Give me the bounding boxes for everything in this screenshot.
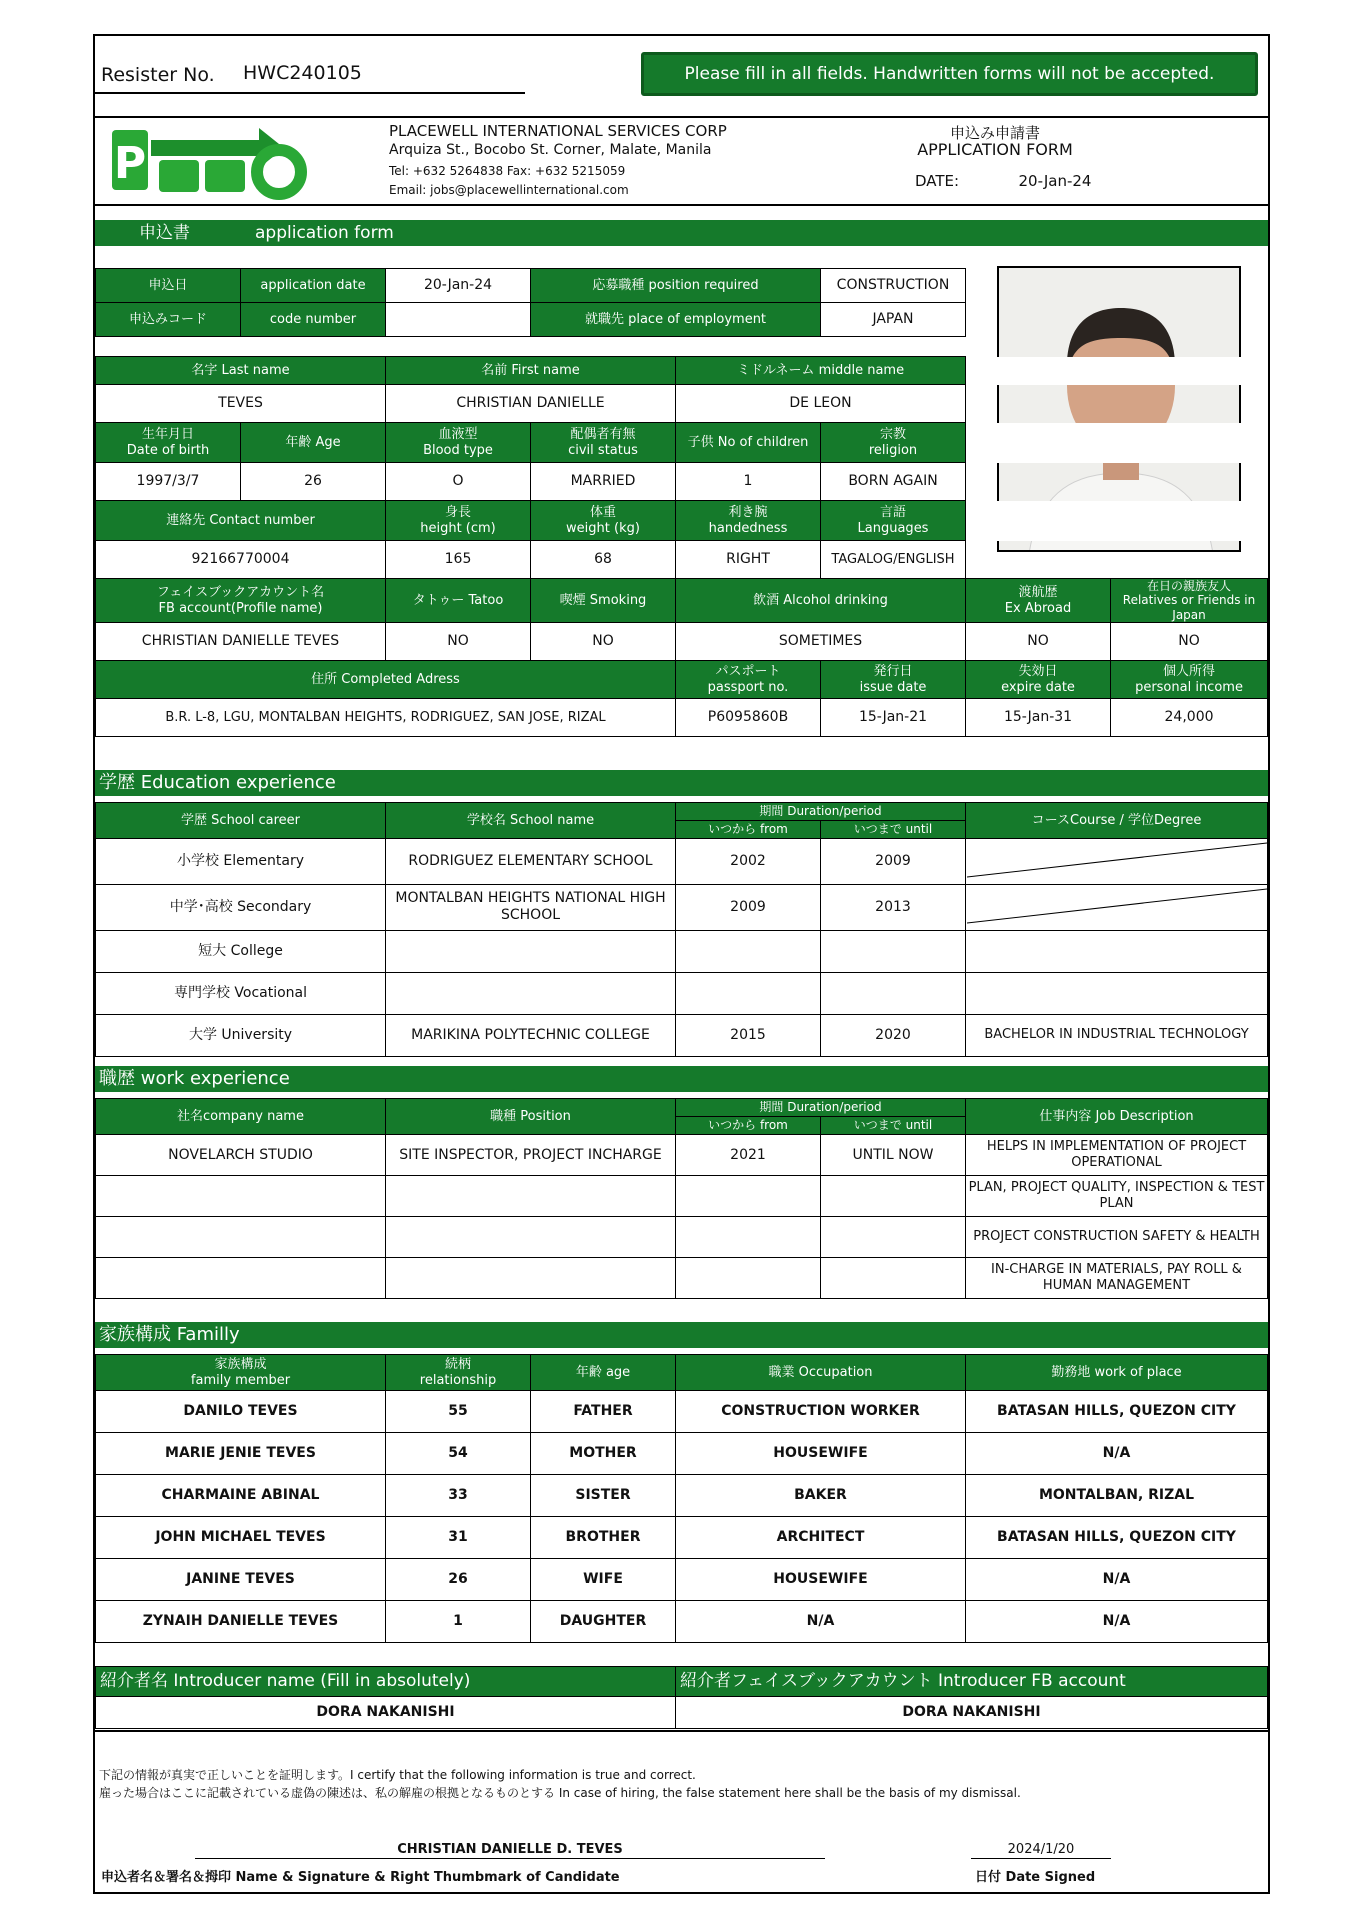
fam-rel[interactable]: BROTHER <box>531 1517 676 1559</box>
edu-from[interactable]: 2015 <box>676 1014 821 1056</box>
date-signed-label: 日付 Date Signed <box>975 1870 1096 1885</box>
fam-place[interactable]: MONTALBAN, RIZAL <box>966 1475 1268 1517</box>
civil-value[interactable]: MARRIED <box>531 463 676 501</box>
fam-place[interactable]: N/A <box>966 1433 1268 1475</box>
family-row <box>96 1559 1268 1601</box>
alcohol-label: 飲酒 Alcohol drinking <box>676 579 966 623</box>
register-label: Resister No. <box>101 64 215 86</box>
edu-row <box>96 1014 1268 1056</box>
passport-en: passport no. <box>707 679 789 695</box>
first-name-label: 名前 First name <box>386 357 676 385</box>
blood-value[interactable]: O <box>386 463 531 501</box>
weight-label <box>531 501 676 541</box>
fam-col-occ: 職業 Occupation <box>676 1355 966 1391</box>
issue-jp: 発行日 <box>873 664 913 680</box>
dob-label <box>96 423 241 463</box>
fam-name[interactable]: MARIE JENIE TEVES <box>96 1433 386 1475</box>
edu-career: 専門学校 Vocational <box>96 972 386 1014</box>
certify-top-rule <box>95 1730 1268 1732</box>
smoking-value[interactable]: NO <box>531 623 676 661</box>
height-en: height (cm) <box>420 520 496 536</box>
certify-line-2: 雇った場合はここに記載されている虚偽の陳述は、私の解雇の根拠となるものとする In case of hiring, the false statement here shall be the basis of my dismissal. <box>99 1786 1021 1800</box>
edu-school[interactable]: MARIKINA POLYTECHNIC COLLEGE <box>386 1014 676 1056</box>
application-form <box>93 34 1270 1894</box>
civil-jp: 配偶者有無 <box>570 426 636 442</box>
expire-value[interactable]: 15-Jan-31 <box>966 699 1111 737</box>
edu-col-duration: 期間 Duration/period <box>676 803 966 821</box>
hand-en: handedness <box>708 520 788 536</box>
fam-col-member-en: family member <box>190 1372 291 1388</box>
work-desc[interactable]: HELPS IN IMPLEMENTATION OF PROJECT OPERATIONAL <box>966 1135 1268 1176</box>
company-tel: Tel: +632 5264838 Fax: +632 5215059 <box>389 164 626 178</box>
introducer-fb-value[interactable]: DORA NAKANISHI <box>676 1697 1268 1729</box>
fam-col-rel-en: relationship <box>419 1372 497 1388</box>
relatives-value[interactable]: NO <box>1111 623 1268 661</box>
passport-label <box>676 661 821 699</box>
blood-en: Blood type <box>423 442 493 458</box>
section-family: 家族構成 Familly <box>95 1322 1268 1348</box>
fam-age[interactable]: 55 <box>386 1391 531 1433</box>
notice-banner: Please fill in all fields. Handwritten forms will not be accepted. <box>641 52 1258 96</box>
introducer-fb-label: 紹介者フェイスブックアカウント Introducer FB account <box>676 1667 1268 1697</box>
issue-value[interactable]: 15-Jan-21 <box>821 699 966 737</box>
edu-row <box>96 884 1268 930</box>
children-label: 子供 No of children <box>676 423 821 463</box>
fam-age[interactable]: 26 <box>386 1559 531 1601</box>
contact-label: 連絡先 Contact number <box>96 501 386 541</box>
height-value[interactable]: 165 <box>386 541 531 579</box>
work-col-from: いつから from <box>676 1117 821 1135</box>
work-until[interactable] <box>821 1176 966 1217</box>
contact-value[interactable]: 92166770004 <box>96 541 386 579</box>
edu-until[interactable]: 2020 <box>821 1014 966 1056</box>
edu-col-degree: コースCourse / 学位Degree <box>966 803 1268 839</box>
work-company[interactable] <box>96 1258 386 1299</box>
dob-value[interactable]: 1997/3/7 <box>96 463 241 501</box>
religion-en: religion <box>868 442 918 458</box>
work-company[interactable] <box>96 1217 386 1258</box>
fam-col-rel <box>386 1355 531 1391</box>
hand-value[interactable]: RIGHT <box>676 541 821 579</box>
edu-col-until: いつまで until <box>821 821 966 839</box>
fam-age[interactable]: 1 <box>386 1601 531 1643</box>
section-education: 学歴 Education experience <box>95 770 1268 796</box>
work-col-company: 社名company name <box>96 1099 386 1135</box>
edu-col-school: 学校名 School name <box>386 803 676 839</box>
income-label <box>1111 661 1268 699</box>
edu-career: 短大 College <box>96 930 386 972</box>
personal-table <box>95 356 1268 737</box>
introducer-name-value[interactable]: DORA NAKANISHI <box>96 1697 676 1729</box>
religion-label <box>821 423 966 463</box>
fam-name[interactable]: ZYNAIH DANIELLE TEVES <box>96 1601 386 1643</box>
children-value[interactable]: 1 <box>676 463 821 501</box>
income-value[interactable]: 24,000 <box>1111 699 1268 737</box>
address-label: 住所 Completed Adress <box>96 661 676 699</box>
relatives-label <box>1111 579 1268 623</box>
work-row <box>96 1176 1268 1217</box>
address-value[interactable]: B.R. L-8, LGU, MONTALBAN HEIGHTS, RODRIGUEZ, SAN JOSE, RIZAL <box>96 699 676 737</box>
fam-col-member <box>96 1355 386 1391</box>
religion-jp: 宗教 <box>880 426 907 442</box>
fam-col-rel-jp: 続柄 <box>444 1356 471 1372</box>
edu-degree[interactable] <box>966 972 1268 1014</box>
fam-occ[interactable]: HOUSEWIFE <box>676 1559 966 1601</box>
family-table <box>95 1354 1268 1643</box>
edu-school[interactable] <box>386 972 676 1014</box>
weight-en: weight (kg) <box>566 520 640 536</box>
height-jp: 身長 <box>444 504 471 520</box>
company-logo <box>109 120 314 200</box>
tatoo-label: タトゥー Tatoo <box>386 579 531 623</box>
code-value[interactable] <box>386 303 531 337</box>
middle-name-value[interactable]: DE LEON <box>676 385 966 423</box>
edu-until[interactable]: 2013 <box>821 884 966 930</box>
edu-school[interactable]: RODRIGUEZ ELEMENTARY SCHOOL <box>386 839 676 885</box>
edu-degree[interactable]: BACHELOR IN INDUSTRIAL TECHNOLOGY <box>966 1014 1268 1056</box>
work-desc[interactable]: IN-CHARGE IN MATERIALS, PAY ROLL & HUMAN MANAGEMENT <box>966 1258 1268 1299</box>
height-label <box>386 501 531 541</box>
fb-label <box>96 579 386 623</box>
app-date-jp: 申込日 <box>96 269 241 303</box>
relatives-jp: 在日の親族友人 <box>1147 579 1232 593</box>
weight-jp: 体重 <box>589 504 616 520</box>
civil-label <box>531 423 676 463</box>
civil-en: civil status <box>568 442 638 458</box>
certify-line-1: 下記の情報が真実で正しいことを証明します。I certify that the following information is true and correct. <box>99 1768 696 1782</box>
section-application <box>95 220 1268 246</box>
edu-degree[interactable] <box>966 930 1268 972</box>
form-title-jp: 申込み申請書 <box>949 124 1040 142</box>
edu-degree-crossed[interactable] <box>966 884 1268 930</box>
dob-en: Date of birth <box>126 442 210 458</box>
fam-occ[interactable]: CONSTRUCTION WORKER <box>676 1391 966 1433</box>
hand-label <box>676 501 821 541</box>
edu-from[interactable]: 2002 <box>676 839 821 885</box>
edu-col-from: いつから from <box>676 821 821 839</box>
passport-value[interactable]: P6095860B <box>676 699 821 737</box>
work-company[interactable]: NOVELARCH STUDIO <box>96 1135 386 1176</box>
introducer-table <box>95 1666 1268 1729</box>
date-label: DATE: <box>915 172 960 190</box>
fam-place[interactable]: BATASAN HILLS, QUEZON CITY <box>966 1517 1268 1559</box>
blood-jp: 血液型 <box>438 426 478 442</box>
edu-school[interactable]: MONTALBAN HEIGHTS NATIONAL HIGH SCHOOL <box>386 884 676 930</box>
position-value[interactable]: CONSTRUCTION <box>821 269 966 303</box>
fam-age[interactable]: 31 <box>386 1517 531 1559</box>
work-from[interactable] <box>676 1217 821 1258</box>
fam-col-place: 勤務地 work of place <box>966 1355 1268 1391</box>
work-until[interactable]: UNTIL NOW <box>821 1135 966 1176</box>
abroad-en: Ex Abroad <box>1004 600 1072 616</box>
relatives-en: Relatives or Friends in Japan <box>1122 593 1256 622</box>
strike-line-icon <box>967 839 1267 879</box>
app-date-en: application date <box>241 269 386 303</box>
abroad-label <box>966 579 1111 623</box>
hand-jp: 利き腕 <box>728 504 768 520</box>
code-en: code number <box>241 303 386 337</box>
register-underline <box>95 92 525 94</box>
header-rule <box>95 116 1268 118</box>
fb-en: FB account(Profile name) <box>158 600 323 616</box>
edu-from[interactable] <box>676 930 821 972</box>
work-col-until: いつまで until <box>821 1117 966 1135</box>
work-col-desc: 仕事内容 Job Description <box>966 1099 1268 1135</box>
fb-jp: フェイスブックアカウント名 <box>156 584 325 600</box>
family-row <box>96 1601 1268 1643</box>
date-signed-value: 2024/1/20 <box>971 1842 1111 1859</box>
register-number: HWC240105 <box>243 62 362 84</box>
edu-col-career: 学歴 School career <box>96 803 386 839</box>
age-value[interactable]: 26 <box>241 463 386 501</box>
work-desc[interactable]: PLAN, PROJECT QUALITY, INSPECTION & TEST PLAN <box>966 1176 1268 1217</box>
abroad-jp: 渡航歴 <box>1018 584 1058 600</box>
edu-degree-crossed[interactable] <box>966 839 1268 885</box>
signature-label: 申込者名＆署名＆拇印 Name & Signature & Right Thumbmark of Candidate <box>101 1870 620 1885</box>
education-table <box>95 802 1268 1057</box>
work-company[interactable] <box>96 1176 386 1217</box>
fam-name[interactable]: JOHN MICHAEL TEVES <box>96 1517 386 1559</box>
work-from[interactable]: 2021 <box>676 1135 821 1176</box>
work-position[interactable] <box>386 1176 676 1217</box>
dob-jp: 生年月日 <box>141 426 194 442</box>
place-label: 就職先 place of employment <box>531 303 821 337</box>
fam-occ[interactable]: N/A <box>676 1601 966 1643</box>
expire-label <box>966 661 1111 699</box>
place-value[interactable]: JAPAN <box>821 303 966 337</box>
issue-en: issue date <box>859 679 927 695</box>
header-bottom-rule <box>95 204 1268 206</box>
work-position[interactable]: SITE INSPECTOR, PROJECT INCHARGE <box>386 1135 676 1176</box>
company-address: Arquiza St., Bocobo St. Corner, Malate, Manila <box>389 142 712 158</box>
fam-rel[interactable]: WIFE <box>531 1559 676 1601</box>
code-jp: 申込みコード <box>96 303 241 337</box>
fam-rel[interactable]: MOTHER <box>531 1433 676 1475</box>
work-position[interactable] <box>386 1217 676 1258</box>
expire-jp: 失効日 <box>1018 664 1058 680</box>
company-email: Email: jobs@placewellinternational.com <box>389 183 629 197</box>
work-col-duration: 期間 Duration/period <box>676 1099 966 1117</box>
fam-occ[interactable]: BAKER <box>676 1475 966 1517</box>
edu-row <box>96 839 1268 885</box>
fam-rel[interactable]: SISTER <box>531 1475 676 1517</box>
fb-value[interactable]: CHRISTIAN DANIELLE TEVES <box>96 623 386 661</box>
fam-name[interactable]: JANINE TEVES <box>96 1559 386 1601</box>
religion-value[interactable]: BORN AGAIN <box>821 463 966 501</box>
work-row <box>96 1217 1268 1258</box>
passport-jp: パスポート <box>715 664 781 680</box>
middle-name-label: ミドルネーム middle name <box>676 357 966 385</box>
date-value: 20-Jan-24 <box>1018 172 1092 190</box>
age-label: 年齢 Age <box>241 423 386 463</box>
signature-name: CHRISTIAN DANIELLE D. TEVES <box>195 1842 825 1859</box>
edu-school[interactable] <box>386 930 676 972</box>
smoking-label: 喫煙 Smoking <box>531 579 676 623</box>
company-name: PLACEWELL INTERNATIONAL SERVICES CORP <box>389 122 727 140</box>
fam-col-member-jp: 家族構成 <box>214 1356 267 1372</box>
alcohol-value[interactable]: SOMETIMES <box>676 623 966 661</box>
work-row <box>96 1135 1268 1176</box>
lang-label <box>821 501 966 541</box>
svg-text:P: P <box>113 138 147 189</box>
edu-career: 中学･高校 Secondary <box>96 884 386 930</box>
fam-occ[interactable]: ARCHITECT <box>676 1517 966 1559</box>
weight-value[interactable]: 68 <box>531 541 676 579</box>
section-application-jp: 申込書 <box>139 223 190 243</box>
abroad-value[interactable]: NO <box>966 623 1111 661</box>
work-from[interactable] <box>676 1176 821 1217</box>
work-position[interactable] <box>386 1258 676 1299</box>
lang-en: Languages <box>857 520 929 536</box>
work-table <box>95 1098 1268 1299</box>
blood-label <box>386 423 531 463</box>
work-col-position: 職種 Position <box>386 1099 676 1135</box>
income-jp: 個人所得 <box>1163 664 1216 680</box>
fam-age[interactable]: 54 <box>386 1433 531 1475</box>
edu-career: 小学校 Elementary <box>96 839 386 885</box>
family-row <box>96 1475 1268 1517</box>
edu-until[interactable]: 2009 <box>821 839 966 885</box>
strike-line-icon <box>967 885 1267 925</box>
fam-name[interactable]: DANILO TEVES <box>96 1391 386 1433</box>
fam-place[interactable]: BATASAN HILLS, QUEZON CITY <box>966 1391 1268 1433</box>
form-title-en: APPLICATION FORM <box>917 140 1073 159</box>
work-until[interactable] <box>821 1217 966 1258</box>
work-desc[interactable]: PROJECT CONSTRUCTION SAFETY & HEALTH <box>966 1217 1268 1258</box>
work-from[interactable] <box>676 1258 821 1299</box>
edu-from[interactable]: 2009 <box>676 884 821 930</box>
first-name-value[interactable]: CHRISTIAN DANIELLE <box>386 385 676 423</box>
work-row <box>96 1258 1268 1299</box>
work-until[interactable] <box>821 1258 966 1299</box>
lang-jp: 言語 <box>880 504 907 520</box>
fam-age[interactable]: 33 <box>386 1475 531 1517</box>
tatoo-value[interactable]: NO <box>386 623 531 661</box>
edu-row <box>96 930 1268 972</box>
last-name-value[interactable]: TEVES <box>96 385 386 423</box>
fam-place[interactable]: N/A <box>966 1601 1268 1643</box>
edu-career: 大学 University <box>96 1014 386 1056</box>
expire-en: expire date <box>1001 679 1075 695</box>
section-application-en: application form <box>255 223 394 243</box>
fam-rel[interactable]: DAUGHTER <box>531 1601 676 1643</box>
issue-label <box>821 661 966 699</box>
edu-from[interactable] <box>676 972 821 1014</box>
section-work: 職歴 work experience <box>95 1066 1268 1092</box>
family-row <box>96 1391 1268 1433</box>
app-date-value[interactable]: 20-Jan-24 <box>386 269 531 303</box>
family-row <box>96 1517 1268 1559</box>
edu-until[interactable] <box>821 930 966 972</box>
edu-until[interactable] <box>821 972 966 1014</box>
family-row <box>96 1433 1268 1475</box>
income-en: personal income <box>1135 679 1243 695</box>
fam-col-age: 年齢 age <box>531 1355 676 1391</box>
fam-occ[interactable]: HOUSEWIFE <box>676 1433 966 1475</box>
introducer-name-label: 紹介者名 Introducer name (Fill in absolutely) <box>96 1667 676 1697</box>
fam-place[interactable]: N/A <box>966 1559 1268 1601</box>
lang-value[interactable]: TAGALOG/ENGLISH <box>821 541 966 579</box>
fam-name[interactable]: CHARMAINE ABINAL <box>96 1475 386 1517</box>
edu-row <box>96 972 1268 1014</box>
last-name-label: 名字 Last name <box>96 357 386 385</box>
fam-rel[interactable]: FATHER <box>531 1391 676 1433</box>
position-label: 応募職種 position required <box>531 269 821 303</box>
